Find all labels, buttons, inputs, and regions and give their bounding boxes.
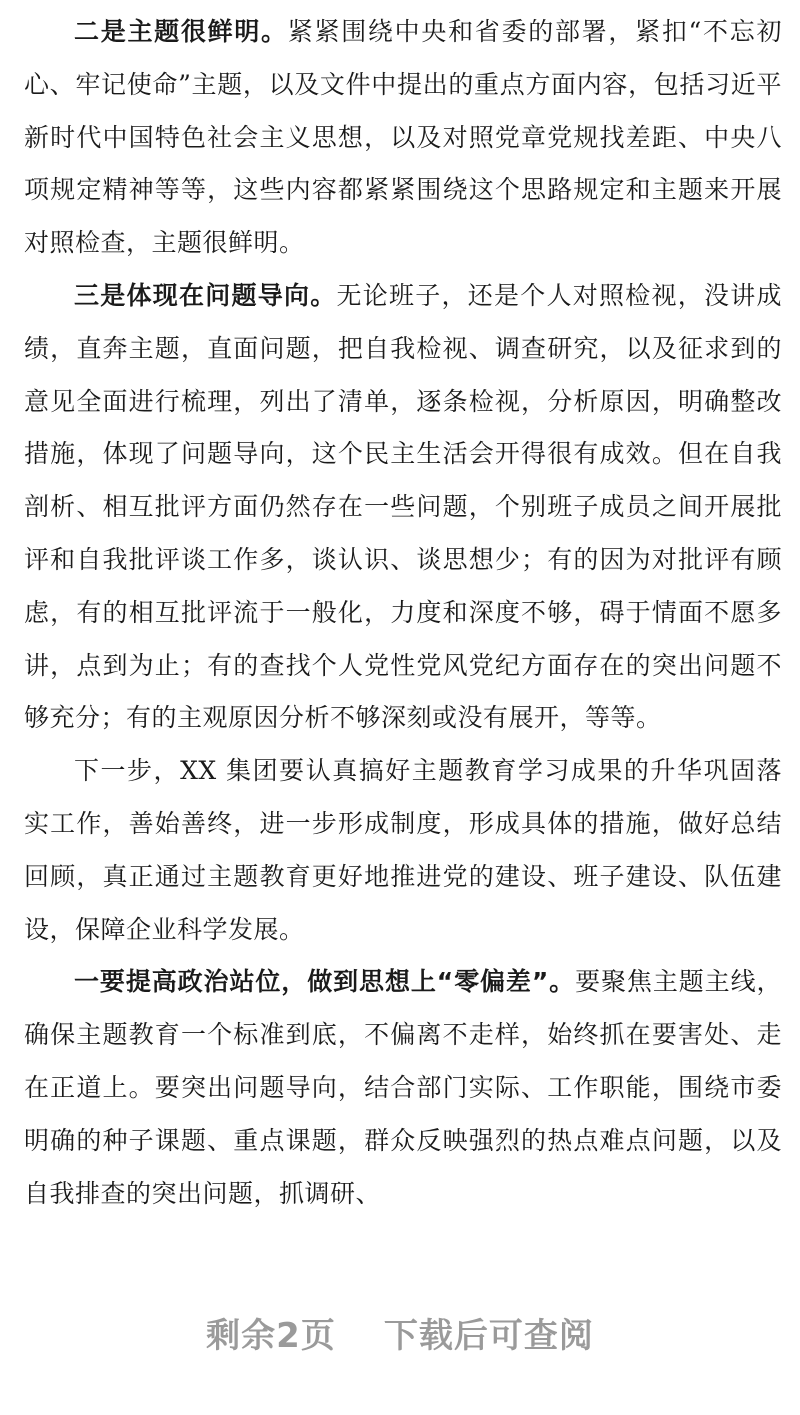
paragraph-4 xyxy=(24,956,782,1220)
document-body xyxy=(24,6,782,1220)
paragraph-2-lead: 三是体现在问题导向。 xyxy=(74,280,337,310)
remaining-pages-label: 剩余2页 xyxy=(206,1316,336,1356)
paragraph-3 xyxy=(24,745,782,956)
paragraph-1-lead: 二是主题很鲜明。 xyxy=(74,17,288,46)
paragraph-1 xyxy=(24,6,782,270)
download-to-view-label: 下载后可查阅 xyxy=(383,1316,594,1356)
paragraph-2-text: 无论班子，还是个人对照检视，没讲成绩，直奔主题，直面问题，把自我检视、调查研究，以及征求到的意见全面进行梳理，列出了清单，逐条检视，分析原因，明确整改措施，体现了问题导向，这个民主生活会开得很有成效。但在自我剖析、相互批评方面仍然存在一些问题，个别班子成员之间开展批评和自我批评谈工作多，谈认识、谈思想少；有的因为对批评有顾虑，有的相互批评流于一般化，力度和深度不够，碍于情面不愿多讲，点到为止；有的查找个人党性党风党纪方面存在的突出问题不够充分；有的主观原因分析不够深刻或没有展开，等等。 xyxy=(24,280,782,733)
paragraph-4-lead: 一要提高政治站位，做到思想上“零偏差”。 xyxy=(74,967,576,997)
paragraph-4-text: 要聚焦主题主线，确保主题教育一个标准到底，不偏离不走样，始终抓在要害处、走在正道上。要突出问题导向，结合部门实际、工作职能，围绕市委明确的种子课题、重点课题，群众反映强烈的热点难点问题，以及自我排查的突出问题，抓调研、 xyxy=(24,967,782,1208)
paragraph-1-text: 紧紧围绕中央和省委的部署，紧扣“不忘初心、牢记使命”主题，以及文件中提出的重点方面内容，包括习近平新时代中国特色社会主义思想，以及对照党章党规找差距、中央八项规定精神等等，这些内容都紧紧围绕这个思路规定和主题来开展对照检查，主题很鲜明。 xyxy=(24,17,782,258)
remaining-pages-banner xyxy=(0,1308,800,1357)
paragraph-2 xyxy=(24,270,782,745)
paragraph-3-text: 下一步，XX 集团要认真搞好主题教育学习成果的升华巩固落实工作，善始善终，进一步形成制度，形成具体的措施，做好总结回顾，真正通过主题教育更好地推进党的建设、班子建设、队伍建设，保障企业科学发展。 xyxy=(24,756,782,944)
